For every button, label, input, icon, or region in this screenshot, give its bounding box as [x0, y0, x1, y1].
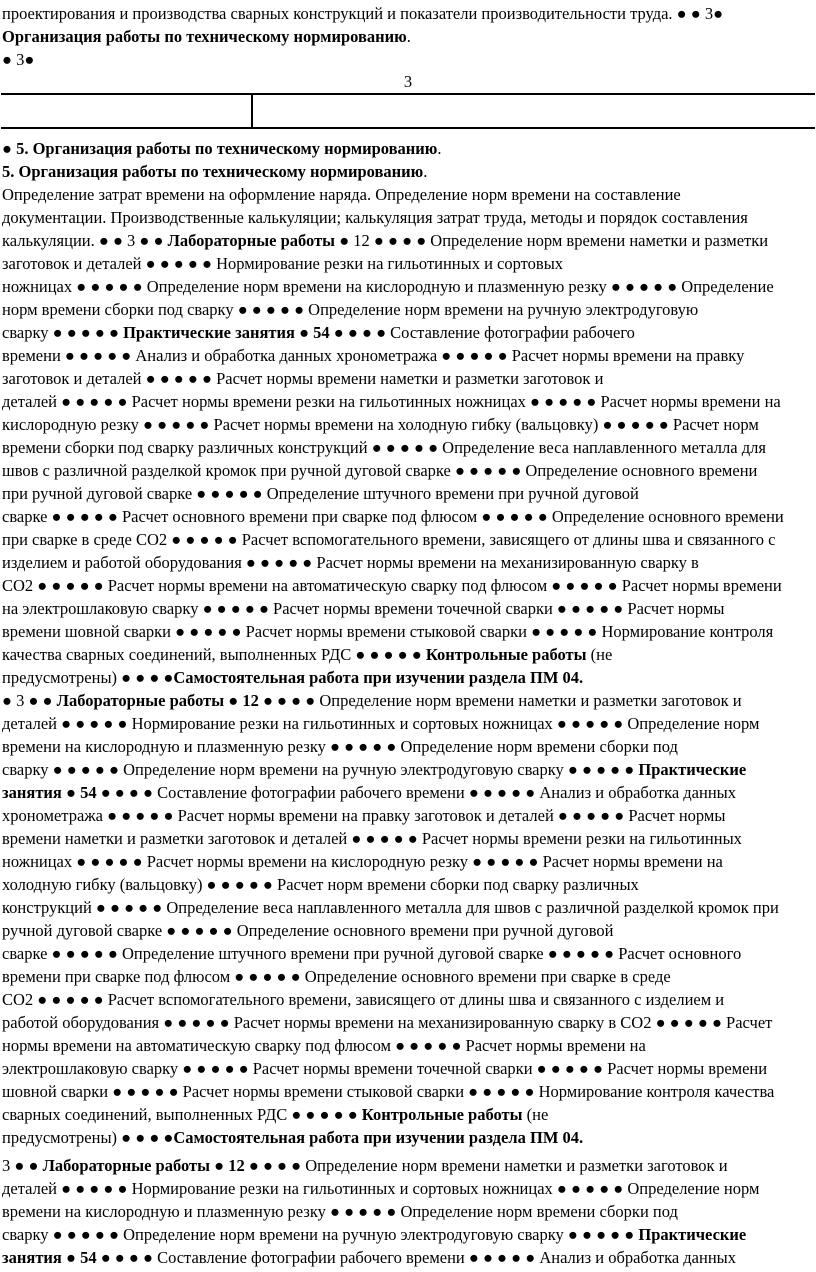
text-line: [2, 436, 814, 460]
text-segment: .: [437, 139, 442, 158]
text-segment: .: [406, 27, 411, 46]
text-line: [2, 390, 814, 414]
text-segment: ножницах ● ● ● ● ● Расчет нормы времени на кислородную резку ● ● ● ● ● Расчет нормы времени на: [2, 852, 723, 871]
text-segment: шовной сварки ● ● ● ● ● Расчет нормы времени стыковой сварки ● ● ● ● ● Нормирование контроля качества: [2, 1082, 775, 1101]
text-segment: Определение затрат времени на оформление наряда. Определение норм времени на составление: [2, 185, 681, 204]
text-segment: ●: [224, 691, 243, 710]
text-line: [2, 252, 814, 276]
bold-text: 54: [313, 323, 330, 342]
text-line: [2, 666, 814, 690]
text-segment: времени сборки под сварку различных конструкций ● ● ● ● ● Определение веса наплавленного металла для: [2, 438, 766, 457]
text-segment: проектирования и производства сварных конструкций и показатели производительности труда. ● ● 3●: [2, 4, 724, 23]
text-segment: времени шовной сварки ● ● ● ● ● Расчет нормы времени стыковой сварки ● ● ● ● ● Нормирование контроля: [2, 622, 774, 641]
text-segment: ● ● ● ● Составление фотографии рабочего времени ● ● ● ● ● Анализ и обработка данных: [96, 783, 736, 802]
text-line: [2, 1200, 814, 1224]
text-segment: ручной дуговой сварке ● ● ● ● ● Определение основного времени при ручной дуговой: [2, 921, 614, 940]
text-line: [2, 160, 814, 184]
text-line: [2, 459, 814, 483]
text-segment: (не: [522, 1105, 549, 1124]
text-segment: СО2 ● ● ● ● ● Расчет вспомогательного времени, зависящего от длины шва и связанного с изделием и: [2, 990, 725, 1009]
table-cell-divider: [251, 95, 253, 127]
text-line: [2, 1034, 814, 1058]
text-line: [2, 528, 814, 552]
text-segment: сварку ● ● ● ● ● Определение норм времени на ручную электродуговую сварку ● ● ● ● ●: [2, 1225, 639, 1244]
text-segment: электрошлаковую сварку ● ● ● ● ● Расчет нормы времени точечной сварки ● ● ● ● ● Расчет нормы времени: [2, 1059, 768, 1078]
text-segment: документации. Производственные калькуляции; калькуляция затрат труда, методы и порядок составления: [2, 208, 748, 227]
text-segment: кислородную резку ● ● ● ● ● Расчет нормы времени на холодную гибку (вальцовку) ● ● ● ● ● Расчет норм: [2, 415, 759, 434]
text-line: [2, 873, 814, 897]
empty-table-row: [1, 93, 815, 129]
text-line: [2, 735, 814, 759]
text-segment: качества сварных соединений, выполненных РДС ● ● ● ● ●: [2, 645, 426, 664]
text-segment: сварку ● ● ● ● ●: [2, 323, 124, 342]
text-line: [2, 781, 814, 805]
text-segment: Определение норм времени наметки и разметки: [430, 231, 769, 250]
text-segment: деталей ● ● ● ● ● Нормирование резки на гильотинных и сортовых ножницах ● ● ● ● ● Определение норм: [2, 714, 760, 733]
bold-text: Организация работы по техническому нормированию: [2, 27, 407, 46]
text-segment: сварке ● ● ● ● ● Расчет основного времени при сварке под флюсом ● ● ● ● ● Определение основного времени: [2, 507, 784, 526]
bold-text: 12: [228, 1156, 245, 1175]
centered-page-number: 3: [403, 72, 413, 91]
text-segment: времени наметки и разметки заготовок и деталей ● ● ● ● ● Расчет нормы времени резки на гильотинных: [2, 829, 742, 848]
text-segment: при ручной дуговой сварке ● ● ● ● ● Определение штучного времени при ручной дуговой: [2, 484, 639, 503]
text-line: [2, 942, 814, 966]
text-segment: ножницах ● ● ● ● ● Определение норм времени на кислородную и плазменную резку ● ● ● ● ● Определение: [2, 277, 774, 296]
text-line: [2, 25, 814, 49]
text-segment: времени при сварке под флюсом ● ● ● ● ● Определение основного времени при сварке в среде: [2, 967, 671, 986]
text-segment: хронометража ● ● ● ● ● Расчет нормы времени на правку заготовок и деталей ● ● ● ● ● Расчет нормы: [2, 806, 726, 825]
text-line: [2, 896, 814, 920]
text-line: [2, 919, 814, 943]
text-line: [2, 275, 814, 299]
text-line: [2, 1177, 814, 1201]
bold-text: 12: [242, 691, 259, 710]
bold-text: Контрольные работы: [425, 645, 587, 664]
text-segment: конструкций ● ● ● ● ● Определение веса наплавленного металла для швов с различной разделкой кромок при: [2, 898, 779, 917]
text-line: [2, 367, 814, 391]
text-line: [2, 758, 814, 782]
bold-text: 5. Организация работы по техническому нормированию: [2, 162, 424, 181]
text-line: [2, 1103, 814, 1127]
bold-text: 54: [80, 783, 97, 802]
bold-text: занятия: [2, 1248, 62, 1267]
text-line: [2, 850, 814, 874]
text-line: [2, 597, 814, 621]
bold-text: 54: [80, 1248, 97, 1267]
text-segment: ● 3●: [2, 50, 35, 69]
text-segment: изделием и работой оборудования ● ● ● ● ● Расчет нормы времени на механизированную сварку в: [2, 553, 699, 572]
text-segment: заготовок и деталей ● ● ● ● ● Нормирование резки на гильотинных и сортовых: [2, 254, 564, 273]
text-segment: ● ● ● ● Составление фотографии рабочего времени ● ● ● ● ● Анализ и обработка данных: [96, 1248, 736, 1267]
text-line: [2, 827, 814, 851]
text-segment: ● ● ● ● Определение норм времени наметки и разметки заготовок и: [258, 691, 742, 710]
text-segment: СО2 ● ● ● ● ● Расчет нормы времени на автоматическую сварку под флюсом ● ● ● ● ● Расчет нормы времени: [2, 576, 782, 595]
bold-text: Самостоятельная работа при изучении раздела ПМ 04.: [173, 668, 584, 687]
text-segment: работой оборудования ● ● ● ● ● Расчет нормы времени на механизированную сварку в СО2 ● ● ● ● ● Расчет: [2, 1013, 773, 1032]
text-segment: времени ● ● ● ● ● Анализ и обработка данных хронометража ● ● ● ● ● Расчет нормы времени на правку: [2, 346, 745, 365]
text-segment: норм времени сборки под сварку ● ● ● ● ● Определение норм времени на ручную электродуговую: [2, 300, 699, 319]
text-line: [2, 620, 814, 644]
text-line: [2, 1246, 814, 1270]
bold-text: занятия: [2, 783, 62, 802]
text-line: [2, 137, 814, 161]
text-segment: нормы времени на автоматическую сварку под флюсом ● ● ● ● ● Расчет нормы времени на: [2, 1036, 646, 1055]
text-line: [2, 551, 814, 575]
text-line: [2, 965, 814, 989]
text-line: [2, 48, 814, 72]
text-line: [2, 321, 814, 345]
text-segment: заготовок и деталей ● ● ● ● ● Расчет нормы времени наметки и разметки заготовок и: [2, 369, 604, 388]
text-segment: сварных соединений, выполненных РДС ● ● ● ● ●: [2, 1105, 362, 1124]
text-line: [2, 988, 814, 1012]
bold-text: Самостоятельная работа при изучении раздела ПМ 04.: [173, 1128, 584, 1147]
text-segment: ●: [294, 323, 314, 342]
text-segment: ●: [210, 1156, 229, 1175]
text-segment: времени на кислородную и плазменную резку ● ● ● ● ● Определение норм времени сборки под: [2, 737, 678, 756]
text-line: [2, 574, 814, 598]
text-segment: калькуляции. ● ● 3 ● ●: [2, 231, 168, 250]
text-line: [2, 229, 814, 253]
text-segment: времени на кислородную и плазменную резку ● ● ● ● ● Определение норм времени сборки под: [2, 1202, 678, 1221]
text-segment: при сварке в среде СО2 ● ● ● ● ● Расчет вспомогательного времени, зависящего от длины шва и связанного с: [2, 530, 776, 549]
text-segment: 3 ● ●: [2, 1156, 43, 1175]
text-segment: (не: [586, 645, 613, 664]
text-line: [2, 344, 814, 368]
text-segment: на электрошлаковую сварку ● ● ● ● ● Расчет нормы времени точечной сварки ● ● ● ● ● Расчет нормы: [2, 599, 725, 618]
text-line: [2, 1057, 814, 1081]
text-line: [2, 505, 814, 529]
text-segment: ● ● ● ● Составление фотографии рабочего: [329, 323, 635, 342]
text-line: [2, 1126, 814, 1150]
bold-text: Практические: [638, 760, 747, 779]
text-line: [2, 206, 814, 230]
text-line: [2, 413, 814, 437]
bold-text: Практические занятия: [123, 323, 295, 342]
text-segment: ●: [61, 783, 81, 802]
bold-text: Лабораторные работы: [167, 231, 336, 250]
bold-text: Лабораторные работы: [56, 691, 225, 710]
text-segment: предусмотрены) ● ● ● ●: [2, 668, 174, 687]
text-line: [2, 1223, 814, 1247]
bold-text: ● 5. Организация работы по техническому нормированию: [2, 139, 438, 158]
text-line: [2, 643, 814, 667]
text-segment: деталей ● ● ● ● ● Нормирование резки на гильотинных и сортовых ножницах ● ● ● ● ● Определение норм: [2, 1179, 760, 1198]
text-segment: ● 3 ● ●: [2, 691, 57, 710]
text-segment: деталей ● ● ● ● ● Расчет нормы времени резки на гильотинных ножницах ● ● ● ● ● Расчет нормы времени на: [2, 392, 781, 411]
text-line: [2, 1011, 814, 1035]
text-line: [2, 2, 814, 26]
text-line: [2, 804, 814, 828]
text-line: [2, 712, 814, 736]
bold-text: Практические: [638, 1225, 747, 1244]
text-segment: .: [423, 162, 428, 181]
text-segment: сварку ● ● ● ● ● Определение норм времени на ручную электродуговую сварку ● ● ● ● ●: [2, 760, 639, 779]
text-segment: ● 12 ● ● ● ●: [335, 231, 431, 250]
text-segment: сварке ● ● ● ● ● Определение штучного времени при ручной дуговой сварке ● ● ● ● ● Расчет основного: [2, 944, 742, 963]
text-line: [2, 183, 814, 207]
bold-text: Контрольные работы: [361, 1105, 523, 1124]
text-line: [2, 689, 814, 713]
text-segment: ●: [61, 1248, 81, 1267]
text-line: [2, 482, 814, 506]
text-segment: швов с различной разделкой кромок при ручной дуговой сварке ● ● ● ● ● Определение основного времени: [2, 461, 758, 480]
text-line: [2, 1080, 814, 1104]
text-line: [2, 298, 814, 322]
text-segment: ● ● ● ● Определение норм времени наметки и разметки заготовок и: [244, 1156, 728, 1175]
text-segment: холодную гибку (вальцовку) ● ● ● ● ● Расчет норм времени сборки под сварку различных: [2, 875, 639, 894]
text-line: [2, 1154, 814, 1178]
bold-text: Лабораторные работы: [42, 1156, 211, 1175]
text-segment: предусмотрены) ● ● ● ●: [2, 1128, 174, 1147]
